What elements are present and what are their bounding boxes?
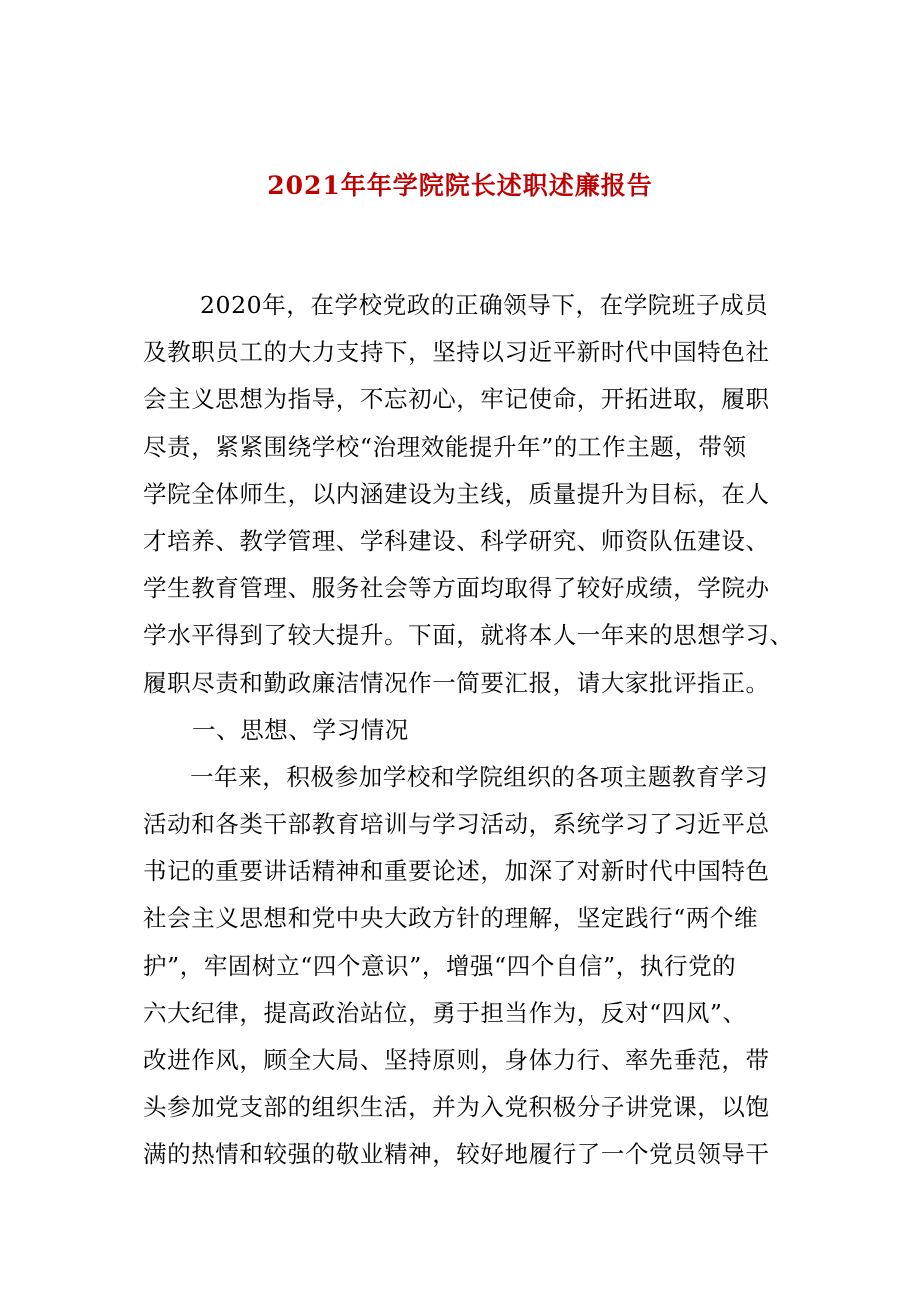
paragraph-line: 护”，牢固树立“四个意识”，增强“四个自信”，执行党的 (143, 951, 737, 980)
paragraph-line: 头参加党支部的组织生活，并为入党积极分子讲党课，以饱 (143, 1093, 770, 1122)
paragraph-line: 尽责，紧紧围绕学校“治理效能提升年”的工作主题，带领 (143, 432, 747, 461)
paragraph-line: 一年来，积极参加学校和学院组织的各项主题教育学习 (190, 762, 769, 791)
paragraph-line: 学生教育管理、服务社会等方面均取得了较好成绩，学院办 (143, 574, 770, 603)
paragraph-line: 才培养、教学管理、学科建设、科学研究、师资队伍建设、 (143, 526, 770, 555)
paragraph-line: 学院全体师生，以内涵建设为主线，质量提升为目标，在人 (143, 479, 770, 508)
paragraph-line: 社会主义思想和党中央大政方针的理解，坚定践行“两个维 (143, 904, 759, 933)
paragraph-line: 活动和各类干部教育培训与学习活动，系统学习了习近平总 (143, 810, 770, 839)
paragraph-line: 改进作风，顾全大局、坚持原则，身体力行、率先垂范，带 (143, 1046, 770, 1074)
paragraph-line: 学水平得到了较大提升。下面，就将本人一年来的思想学习、 (143, 621, 794, 650)
paragraph-line: 2020年，在学校党政的正确领导下，在学院班子成员 (200, 291, 769, 319)
document-body (143, 282, 803, 1179)
paragraph-line: 满的热情和较强的敬业精神，较好地履行了一个党员领导干 (143, 1140, 770, 1169)
paragraph-line: 六大纪律，提高政治站位，勇于担当作为，反对“四风”、 (143, 998, 747, 1027)
section-heading: 一、思想、学习情况 (192, 715, 409, 744)
paragraph-line: 书记的重要讲话精神和重要论述，加深了对新时代中国特色 (143, 857, 770, 886)
document-title: 2021年年学院院长述职述廉报告 (267, 171, 653, 200)
paragraph-line: 及教职员工的大力支持下，坚持以习近平新时代中国特色社 (143, 338, 770, 367)
paragraph-line: 会主义思想为指导，不忘初心，牢记使命，开拓进取，履职 (143, 385, 770, 414)
paragraph-line: 履职尽责和勤政廉洁情况作一简要汇报，请大家批评指正。 (143, 668, 770, 697)
